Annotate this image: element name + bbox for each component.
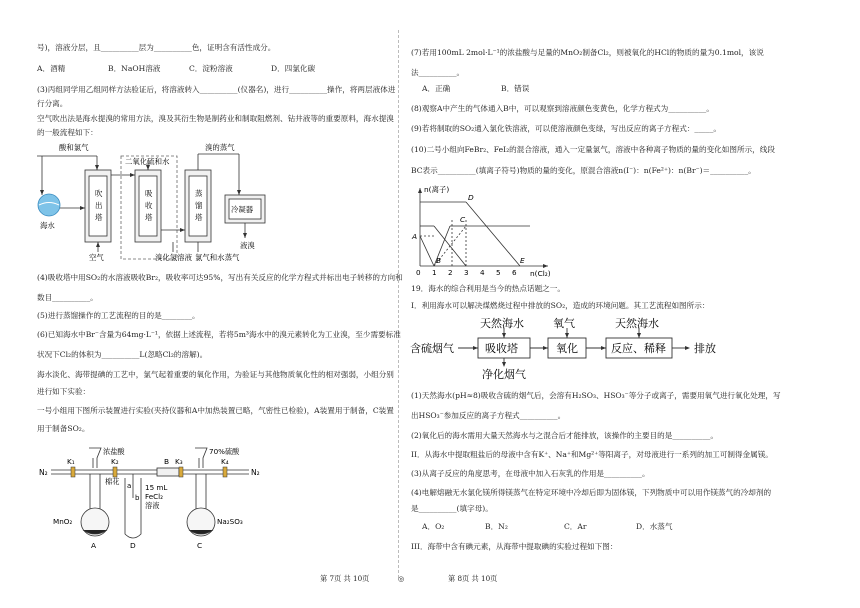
apparatus-diagram (37, 442, 277, 552)
point-A: A (412, 232, 418, 241)
label-B: B (164, 457, 170, 466)
xtick-1: 1 (432, 268, 437, 277)
right-line-15: (4)电解熔融无水氯化镁所得镁蒸气在特定环境中冷却后即为固体镁，下列物质中可以用作镁蒸气的冷却剂的 (411, 488, 772, 497)
option-a: A．酒精 (37, 64, 66, 73)
xtick-6: 6 (512, 268, 517, 277)
footer-mark: ◎ (398, 574, 405, 583)
right-line-10: (1)天然海水(pH≈8)吸收含硫的烟气后，会溶有H₂SO₃、HSO₃⁻等分子或离子，需要用氧气进行氧化处理，写 (411, 391, 781, 400)
left-line-10: (6)已知海水中Br⁻含量为64mg·L⁻¹，依据上述流程，若将5m³海水中的溴元素转化为工业溴，至少需要标准 (37, 330, 401, 339)
right-option2-c: C．Ar (564, 522, 587, 531)
flow2-absorb: 吸收塔 (485, 342, 518, 355)
left-line-1: 号)，溶液分层，且__________层为__________色，证明含有活性成分。 (37, 43, 276, 52)
label-distill-tower: 蒸馏塔 (195, 189, 203, 222)
label-condenser: 冷凝器 (231, 205, 254, 214)
label-acid-chlorine: 酸和氯气 (59, 143, 89, 152)
graph-xlabel: n(Cl₂) (530, 269, 551, 278)
so2-flow-diagram (410, 316, 740, 382)
graph-ylabel: n(离子) (424, 185, 450, 194)
flow2-sulfur-gas: 含硫烟气 (410, 342, 454, 355)
left-line-15: 用于制备SO₂。 (37, 424, 90, 433)
k4-label: K₄ (221, 457, 229, 466)
seawater-icon (38, 194, 60, 216)
right-line-13: II．从海水中提取粗盐后的母液中含有K⁺、Na⁺和Mg²⁺等阳离子，对母液进行一系列的加工可制得金属镁。 (411, 450, 773, 459)
label-C: C (197, 541, 203, 550)
b-label: b (135, 494, 140, 502)
right-line-12: (2)氧化后的海水需用大量天然海水与之混合后才能排放，该操作的主要目的是__________。 (411, 431, 718, 440)
xtick-0: 0 (416, 268, 421, 277)
right-option2-a: A．O₂ (422, 522, 445, 531)
right-line-7: BC表示__________(填离子符号)物质的量的变化，原混合溶液n(I⁻)：n(Fe²⁺)：n(Br⁻)＝__________。 (411, 166, 756, 175)
right-option-a: A．正确 (422, 84, 451, 93)
cotton-label: 棉花 (105, 477, 120, 486)
n2-left-label: N₂ (39, 468, 48, 477)
label-so2-water: 二氧化硫和水 (125, 157, 170, 166)
xtick-3: 3 (464, 268, 469, 277)
mno2-label: MnO₂ (53, 517, 73, 526)
point-E: E (520, 256, 525, 265)
right-line-16: 是__________(填字母)。 (411, 504, 493, 513)
label-steam: 溴的蒸气 (205, 143, 235, 152)
left-line-12: 海水淡化、海带提碘的工艺中，氯气起着重要的氧化作用，为验证与其他物质氧化性的相对强弱，小组分别 (37, 370, 394, 379)
ion-graph (410, 182, 560, 278)
label-absorb-tower: 吸收塔 (145, 189, 153, 222)
xtick-5: 5 (496, 268, 501, 277)
right-line-5: (9)若将制取的SO₂通入氯化铁溶液，可以使溶液颜色变绿，写出反应的离子方程式：_____。 (411, 124, 721, 133)
right-line-18: III．海带中含有碘元素，从海带中提取碘的实验过程如下图： (411, 542, 618, 551)
point-B: B (436, 256, 442, 265)
right-line-1: (7)若用100mL 2mol·L⁻¹的浓盐酸与足量的MnO₂制备Cl₂，则被氧化的HCl的物质的量为0.1mol，该说 (411, 48, 764, 57)
label-liquid-br: 液溴 (240, 241, 255, 250)
left-line-14: 一号小组用下图所示装置进行实验(夹持仪器和A中加热装置已略，气密性已检验)，A装置用于制备，C装置 (37, 406, 394, 415)
flow2-discharge: 排放 (694, 342, 716, 355)
right-line-4: (8)观察A中产生的气体通入B中，可以观察到溶液颜色变黄色，化学方程式为__________。 (411, 104, 714, 113)
label-blow-tower: 吹出塔 (95, 189, 103, 222)
right-option-b: B．错误 (501, 84, 530, 93)
xtick-4: 4 (480, 268, 485, 277)
left-line-3: (3)丙组同学用乙组同样方法验证后，将溶液转入__________(仪器名)，进行__________操作，将两层液体进 (37, 85, 396, 94)
fecl2-label: 15 mL FeCl₂ 溶液 (145, 483, 168, 510)
left-line-4: 行分离。 (37, 99, 68, 108)
right-line-6: (10)二号小组向FeBr₂、FeI₂的混合溶液，通入一定量氯气，溶液中各种离子物质的量的变化如图所示，线段 (411, 145, 775, 154)
right-line-8: 19．海水的综合利用是当今的热点话题之一。 (411, 284, 565, 293)
left-line-5: 空气吹出法是海水提溴的常用方法，溴及其衍生物是制药业和制取阻燃剂、钻井液等的重要原料，海水提溴 (37, 114, 394, 123)
left-line-9: (5)进行蒸馏操作的工艺流程的目的是________。 (37, 311, 200, 320)
footer-right-page: 第 8页 共 10页 (448, 574, 498, 583)
h2so4-label: 70%硫酸 (209, 447, 240, 456)
label-air: 空气 (89, 253, 104, 262)
left-line-13: 进行如下实验： (37, 387, 91, 396)
left-line-11: 状况下Cl₂的体积为__________L(忽略Cl₂的溶解)。 (37, 350, 208, 359)
flow2-sea2: 天然海水 (615, 317, 659, 330)
left-line-8: 数目__________。 (37, 293, 98, 302)
option-c: C．淀粉溶液 (189, 64, 233, 73)
label-acid-sol: 溴化氢溶液 (155, 253, 192, 262)
flow2-oxidize: 氧化 (556, 342, 578, 355)
left-line-6: 的一般流程如下： (37, 128, 98, 137)
na2so3-label: Na₂SO₃ (217, 517, 243, 526)
right-line-14: (3)从离子反应的角度思考，在母液中加入石灰乳的作用是__________。 (411, 469, 650, 478)
right-line-2: 法__________。 (411, 68, 465, 77)
a-label: a (127, 482, 132, 490)
flow2-clean-gas: 净化烟气 (482, 368, 526, 381)
label-D: D (130, 541, 136, 550)
point-D: D (468, 193, 474, 202)
flow2-sea1: 天然海水 (480, 317, 524, 330)
hcl-label: 浓盐酸 (103, 447, 125, 456)
flow2-oxygen: 氧气 (553, 317, 575, 330)
label-seawater: 海水 (40, 221, 55, 230)
k1-label: K₁ (67, 457, 75, 466)
k2-label: K₂ (111, 457, 119, 466)
left-line-7: (4)吸收塔中用SO₂的水溶液吸收Br₂，吸收率可达95%，写出有关反应的化学方程式并标出电子转移的方向和 (37, 273, 403, 282)
flow2-react: 反应、稀释 (611, 342, 666, 355)
n2-right-label: N₂ (251, 468, 260, 477)
right-option2-d: D．水蒸气 (636, 522, 673, 531)
right-line-11: 出HSO₃⁻参加反应的离子方程式__________。 (411, 411, 566, 420)
column-divider (398, 30, 399, 578)
point-C: C (460, 215, 466, 224)
xtick-2: 2 (448, 268, 453, 277)
footer-left-page: 第 7页 共 10页 (320, 574, 370, 583)
option-b: B．NaOH溶液 (108, 64, 161, 73)
k3-label: K₃ (175, 457, 183, 466)
right-line-9: I．利用海水可以解决煤燃烧过程中排放的SO₂，造成的环境问题。其工艺流程如图所示： (411, 301, 710, 310)
bromine-flow-diagram (37, 140, 297, 262)
label-A: A (91, 541, 97, 550)
right-option2-b: B．N₂ (485, 522, 508, 531)
label-cl-steam: 氯气和水蒸气 (195, 253, 240, 262)
option-d: D．四氯化碳 (271, 64, 316, 73)
